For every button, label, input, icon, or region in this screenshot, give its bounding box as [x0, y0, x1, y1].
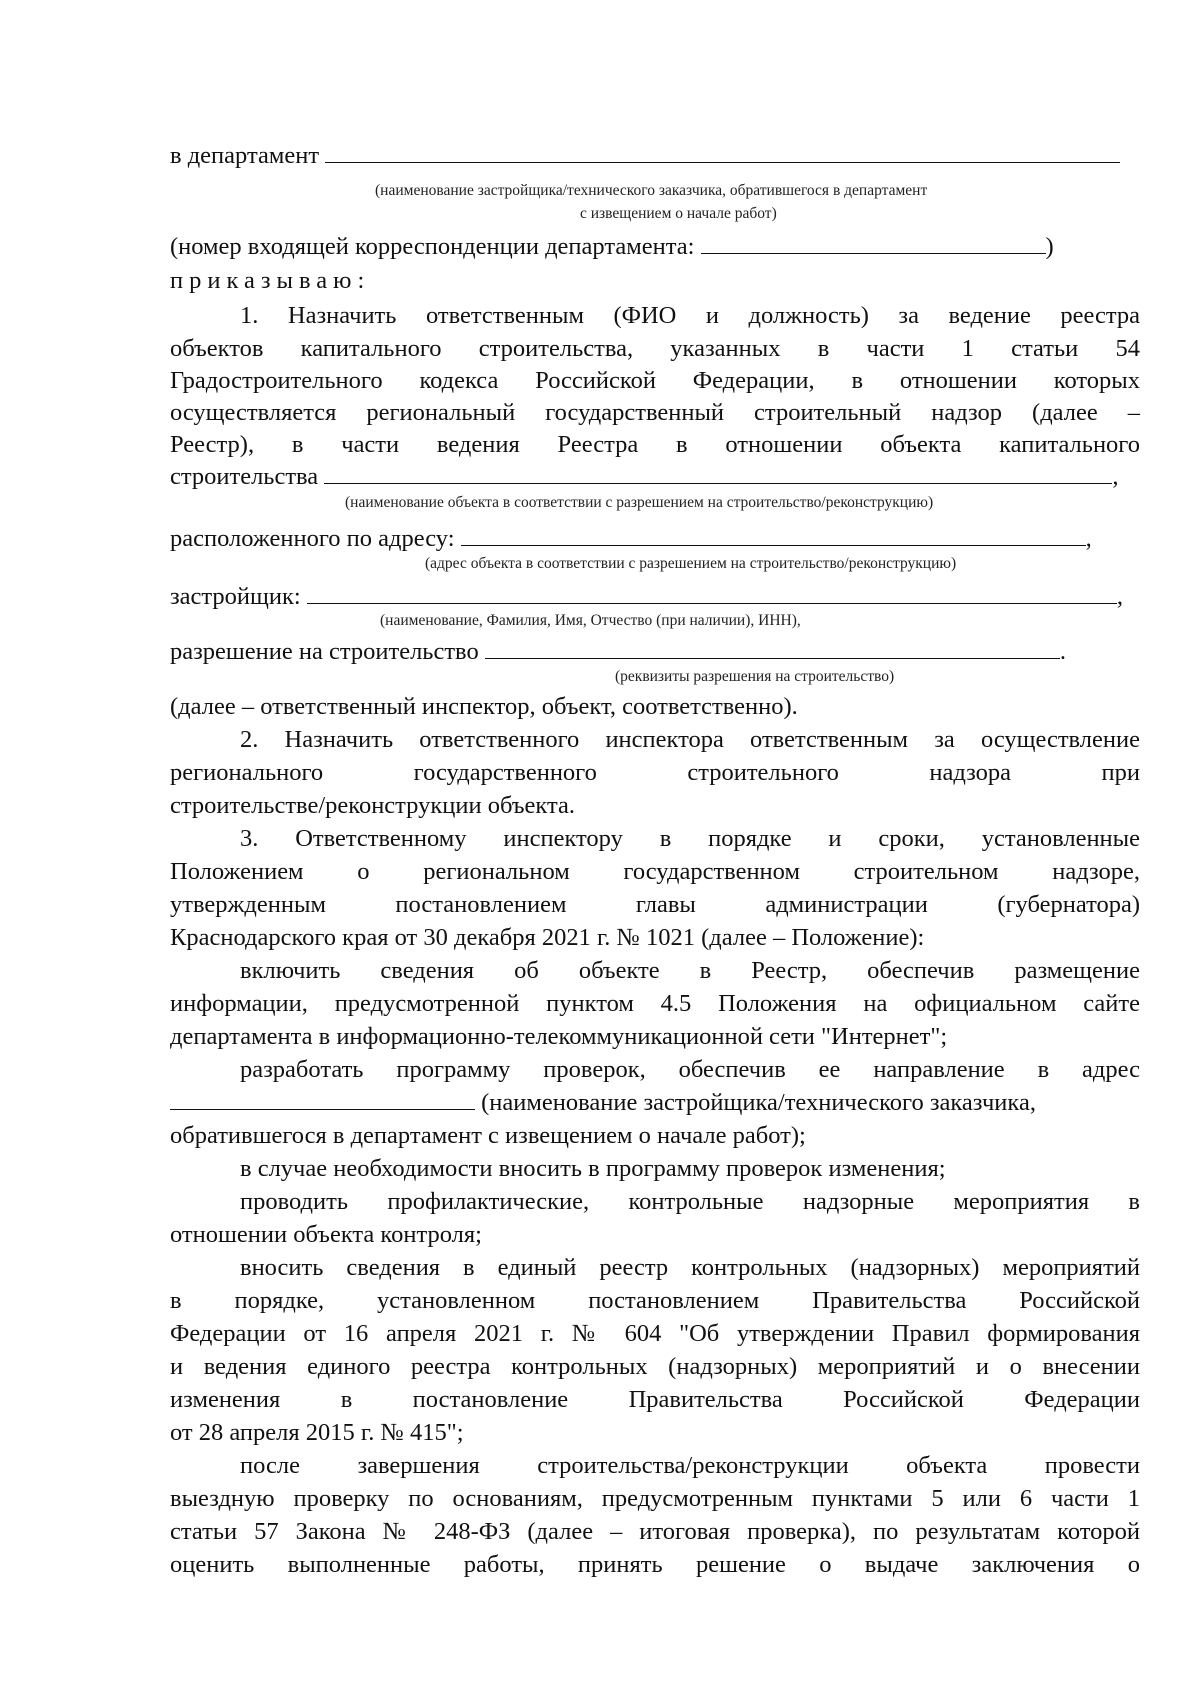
dept-line [170, 139, 1140, 172]
b4-line-1: проводить профилактические, контрольные надзорные мероприятия в [240, 1188, 1140, 1215]
b5-line-5: изменения в постановление Правительства Российской Федерации [170, 1386, 1140, 1413]
address-line [170, 522, 1140, 555]
dept-caption-1: (наименование застройщика/технического заказчика, обратившегося в департамент [375, 182, 928, 199]
b5-line-3: Федерации от 16 апреля 2021 г. № 604 "Об утверждении Правил формирования [170, 1320, 1140, 1347]
dept-caption-2: с извещением о начале работ) [580, 205, 777, 222]
p2-line-1: 2. Назначить ответственного инспектора ответственным за осуществление [240, 726, 1140, 753]
b2-line-2 [170, 1086, 1140, 1119]
b2-blank [170, 1087, 475, 1110]
b6-line-2: выездную проверку по основаниям, предусмотренным пунктами 5 или 6 части 1 [170, 1485, 1140, 1512]
p3-line-3: утвержденным постановлением главы администрации (губернатора) [170, 891, 1140, 918]
b3-line: в случае необходимости вносить в программу проверок изменения; [240, 1155, 946, 1182]
p3-line-4: Краснодарского края от 30 декабря 2021 г. № 1021 (далее – Положение): [170, 924, 925, 951]
permit-blank [485, 636, 1060, 659]
b6-line-4: оценить выполненные работы, принять решение о выдаче заключения о [170, 1551, 1140, 1578]
b6-line-3: статьи 57 Закона № 248-ФЗ (далее – итоговая проверка), по результатам которой [170, 1518, 1140, 1545]
b5-line-6: от 28 апреля 2015 г. № 415"; [170, 1419, 464, 1446]
p1-line-1: 1. Назначить ответственным (ФИО и должность) за ведение реестра [240, 302, 1140, 329]
b1-line-2: информации, предусмотренной пунктом 4.5 Положения на официальном сайте [170, 990, 1140, 1017]
b5-line-1: вносить сведения в единый реестр контрольных (надзорных) мероприятий [240, 1254, 1140, 1281]
object-comma: , [1112, 463, 1119, 490]
p3-line-2: Положением о региональном государственном строительном надзоре, [170, 858, 1140, 885]
b5-line-4: и ведения единого реестра контрольных (надзорных) мероприятий и о внесении [170, 1353, 1140, 1380]
address-caption: (адрес объекта в соответствии с разрешением на строительство/реконструкцию) [425, 555, 957, 572]
permit-caption: (реквизиты разрешения на строительство) [615, 668, 895, 685]
b2-line-1: разработать программу проверок, обеспечив ее направление в адрес [240, 1056, 1140, 1083]
address-comma: , [1085, 525, 1092, 552]
address-label: расположенного по адресу: [170, 525, 455, 552]
object-blank [324, 461, 1112, 484]
developer-label: застройщик: [170, 583, 301, 610]
object-label: строительства [170, 463, 319, 490]
object-line [170, 460, 1140, 493]
p1-line-3: Градостроительного кодекса Российской Федерации, в отношении которых [170, 367, 1140, 394]
b4-line-2: отношении объекта контроля; [170, 1221, 482, 1248]
dept-blank [325, 140, 1120, 163]
developer-caption: (наименование, Фамилия, Имя, Отчество (при наличии), ИНН), [380, 612, 801, 629]
order-word: приказываю: [170, 267, 371, 294]
incoming-label: (номер входящей корреспонденции департамента: [170, 233, 695, 260]
b1-line-3: департамента в информационно-телекоммуникационной сети "Интернет"; [170, 1023, 948, 1050]
b1-line-1: включить сведения об объекте в Реестр, обеспечив размещение [240, 957, 1140, 984]
incoming-line [170, 230, 1140, 263]
incoming-blank [701, 231, 1046, 254]
permit-period: . [1059, 638, 1066, 665]
developer-blank [307, 581, 1117, 604]
p1-end: (далее – ответственный инспектор, объект, соответственно). [170, 693, 798, 720]
b5-line-2: в порядке, установленном постановлением Правительства Российской [170, 1287, 1140, 1314]
b6-line-1: после завершения строительства/реконструкции объекта провести [240, 1452, 1140, 1479]
b2-caption: (наименование застройщика/технического заказчика, [481, 1089, 1036, 1116]
p1-line-5: Реестр), в части ведения Реестра в отношении объекта капитального [170, 431, 1140, 458]
address-blank [461, 523, 1086, 546]
b2-line-3: обратившегося в департамент с извещением о начале работ); [170, 1122, 806, 1149]
p1-line-4: осуществляется региональный государственный строительный надзор (далее – [170, 399, 1140, 426]
dept-label: в департамент [170, 142, 320, 169]
object-caption: (наименование объекта в соответствии с разрешением на строительство/реконструкцию) [345, 494, 934, 511]
p1-line-2: объектов капитального строительства, указанных в части 1 статьи 54 [170, 335, 1140, 362]
permit-label: разрешение на строительство [170, 638, 479, 665]
p2-line-3: строительстве/реконструкции объекта. [170, 792, 575, 819]
developer-comma: , [1116, 583, 1123, 610]
permit-line [170, 635, 1140, 668]
developer-line [170, 580, 1140, 613]
incoming-close: ) [1045, 233, 1054, 260]
p2-line-2: регионального государственного строительного надзора при [170, 759, 1140, 786]
p3-line-1: 3. Ответственному инспектору в порядке и сроки, установленные [240, 825, 1140, 852]
